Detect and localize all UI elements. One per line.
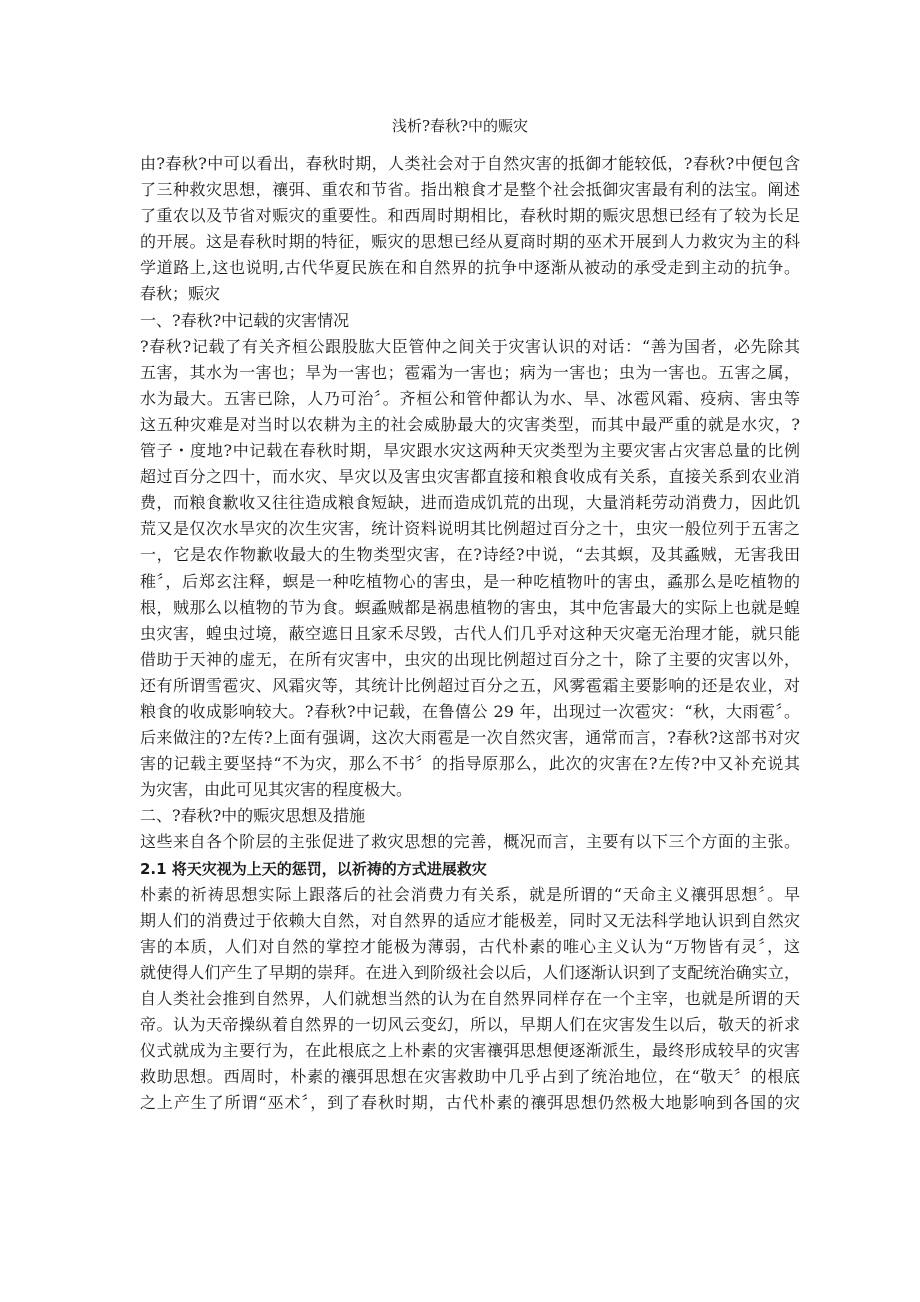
text-line: 虫灾害，蝗虫过境，蔽空遮日且家禾尽毁，古代人们几乎对这种天灾毫无治理才能，就只能 [140,623,800,643]
text-line: 就使得人们产生了早期的崇拜。在进入到阶级社会以后，人们逐渐认识到了支配统治确实立， [140,962,800,982]
text-line: 了三种救灾思想，禳弭、重农和节省。指出粮食才是整个社会抵御灾害最有利的法宝。阐述 [140,180,800,200]
document-body [140,151,800,1116]
text-line: 根，贼那么以植物的节为食。螟蟊贼都是祸患植物的害虫，其中危害最大的实际上也就是蝗 [140,597,800,617]
text-line: 帝。认为天帝操纵着自然界的一切风云变幻，所以，早期人们在灾害发生以后，敬天的祈求 [140,1015,800,1035]
text-line: 借助于天神的虚无，在所有灾害中，虫灾的出现比例超过百分之十，除了主要的灾害以外， [140,649,800,669]
text-line: 害的记载主要坚持“不为灾，那么不书〞的指导原那么，此次的灾害在?左传?中又补充说其 [140,754,800,774]
text-line: 了重农以及节省对赈灾的重要性。和西周时期相比，春秋时期的赈灾思想已经有了较为长足 [140,206,800,226]
text-line: 荒又是仅次水旱灾的次生灾害，统计资料说明其比例超过百分之十，虫灾一般位列于五害之 [140,519,800,539]
text-line: 这些来自各个阶层的主张促进了救灾思想的完善，概况而言，主要有以下三个方面的主张。 [140,832,800,852]
keywords-line: 春秋；赈灾 [140,284,221,304]
text-line: 管子・度地?中记载在春秋时期，旱灾跟水灾这两种天灾类型为主要灾害占灾害总量的比例 [140,441,800,461]
text-line: 仪式就成为主要行为，在此根底之上朴素的灾害禳弭思想便逐渐派生，最终形成较早的灾害 [140,1041,800,1061]
text-line: 这五种灾难是对当时以农耕为主的社会威胁最大的灾害类型，而其中最严重的就是水灾，? [140,414,800,434]
text-line: 的开展。这是春秋时期的特征，赈灾的思想已经从夏商时期的巫术开展到人力救灾为主的科 [140,232,800,252]
text-line: 费，而粮食歉收又往往造成粮食短缺，进而造成饥荒的出现，大量消耗劳动消费力，因此饥 [140,493,800,513]
text-line: 一，它是农作物歉收最大的生物类型灾害，在?诗经?中说，“去其螟，及其蟊贼，无害我田 [140,545,800,565]
text-line: 之上产生了所谓“巫术〞，到了春秋时期，古代朴素的禳弭思想仍然极大地影响到各国的灾 [140,1093,800,1113]
document-title: 浅析?春秋?中的赈灾 [391,117,529,135]
section-heading-2: 二、?春秋?中的赈灾思想及措施 [140,806,366,826]
text-line: 为灾害，由此可见其灾害的程度极大。 [140,780,413,800]
text-line: 还有所谓雪雹灾、风霜灾等，其统计比例超过百分之五，风雾雹霜主要影响的还是农业，对 [140,675,800,695]
section-heading-1: 一、?春秋?中记载的灾害情况 [140,310,350,330]
text-line: 粮食的收成影响较大。?春秋?中记载，在鲁僖公 29 年，出现过一次雹灾：“秋，大雨雹〞。 [140,701,800,721]
text-line: 后来做注的?左传?上面有强调，这次大雨雹是一次自然灾害，通常而言，?春秋?这部书对灾 [140,728,800,748]
text-line: 朴素的祈祷思想实际上跟落后的社会消费力有关系，就是所谓的“天命主义禳弭思想〞。早 [140,884,800,904]
text-line: 稚〞，后郑玄注释，螟是一种吃植物心的害虫，是一种吃植物叶的害虫，蟊那么是吃植物的 [140,571,800,591]
text-line: 水为最大。五害已除，人乃可治〞。齐桓公和管仲都认为水、旱、冰雹风霜、疫病、害虫等 [140,388,800,408]
text-line: 超过百分之四十，而水灾、旱灾以及害虫灾害都直接和粮食收成有关系，直接关系到农业消 [140,467,800,487]
text-line: ?春秋?记载了有关齐桓公跟股肱大臣管仲之间关于灾害认识的对话：“善为国者，必先除其 [140,336,800,356]
subsection-heading-2-1: 2.1 将天灾视为上天的惩罚，以祈祷的方式进展救灾 [140,859,487,878]
text-line: 由?春秋?中可以看出，春秋时期，人类社会对于自然灾害的抵御才能较低，?春秋?中便包含 [140,154,800,173]
text-line: 自人类社会推到自然界，人们就想当然的认为在自然界同样存在一个主宰，也就是所谓的天 [140,989,800,1008]
text-line: 学道路上,这也说明,古代华夏民族在和自然界的抗争中逐渐从被动的承受走到主动的抗争。 [140,258,800,278]
text-line: 五害，其水为一害也；旱为一害也；雹霜为一害也；病为一害也；虫为一害也。五害之属， [140,362,800,382]
text-line: 害的本质，人们对自然的掌控才能极为薄弱，古代朴素的唯心主义认为“万物皆有灵〞，这 [140,936,800,956]
text-line: 期人们的消费过于依赖大自然，对自然界的适应才能极差，同时又无法科学地认识到自然灾 [140,910,800,930]
text-line: 救助思想。西周时，朴素的禳弭思想在灾害救助中几乎占到了统治地位，在“敬天〞的根底 [140,1067,800,1087]
